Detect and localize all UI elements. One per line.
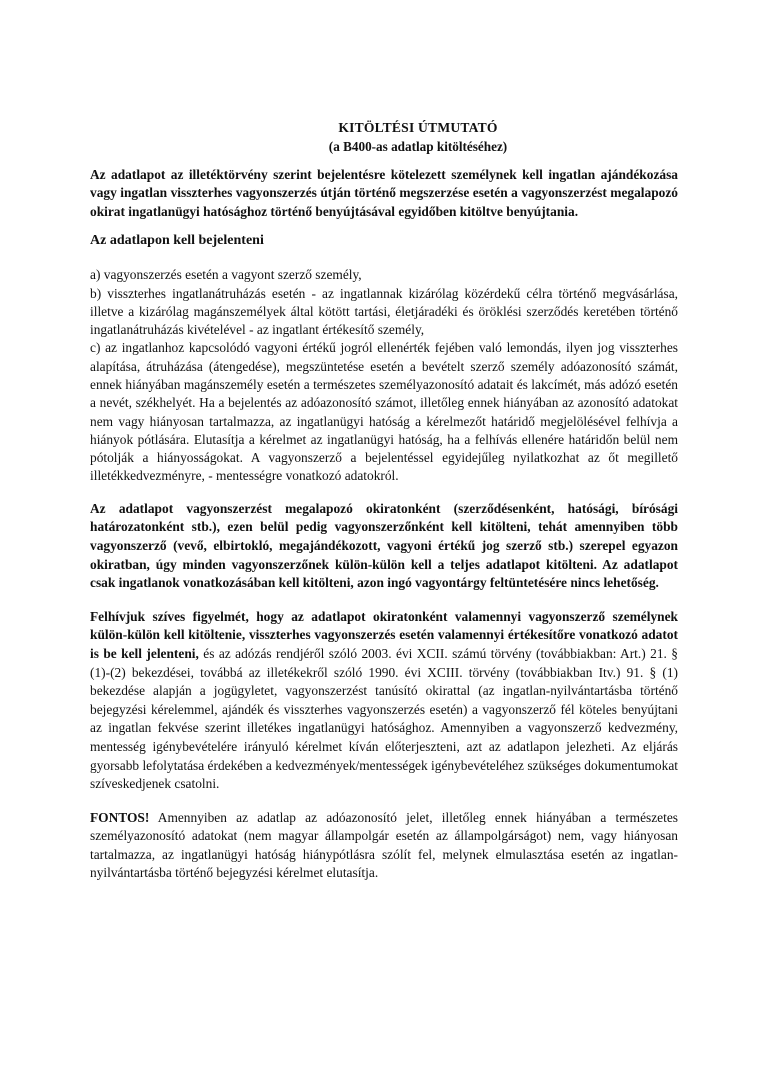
paragraph-notice [90,608,678,794]
title-block [158,118,678,156]
document-page [90,118,678,898]
section-heading: Az adatlapon kell bejelenteni [90,233,264,249]
reporting-list [90,266,678,486]
list-item-b: b) visszterhes ingatlanátruházás esetén - az ingatlannak kizárólag közérdekű célra történő megvásárlása, illetve a kizárólag magánszemélyek által kötött tartási, életjáradéki és öröklési szerződés keretében történő ingatlanátruházás kivételével - az ingatlant értékesítő személy, [90,285,678,338]
notice-bold-text: Felhívjuk szíves figyelmét, hogy az adatlapot okiratonként valamennyi vagyonszerző személynek külön-külön kell kitöltenie, visszterhes vagyonszerzés esetén valamennyi értékesítőre vonatkozó adatot is be kell jelenteni, [90,608,678,661]
list-item-c: c) az ingatlanhoz kapcsolódó vagyoni értékű jogról ellenérték fejében való lemondás, ilyen jog visszterhes alapítása, átruházása (átengedése), megszüntetése esetén a bevételt szerző személy adóazonosító számát, ennek hiányában magánszemély esetén a természetes személyazonosító adatait és lakcímét, más adózó esetén a nevét, székhelyét. Ha a bejelentés az adóazonosító számot, illetőleg ennek hiányában az azonosító adatokat nem vagy hiányosan tartalmazza, az ingatlanügyi hatóság a kérelmezőt határidő megjelölésével felhívja a hiányok pótlására. Elutasítja a kérelmet az ingatlanügyi hatóság, ha a felhívás ellenére határidőn belül nem pótolják a hiányosságokat. A vagyonszerző a bejelentéssel egyidejűleg nyilatkozhat az őt megillető illetékkedvezményre, - mentességre vonatkozó adatokról. [90,340,678,484]
notice-regular-text: és az adózás rendjéről szóló 2003. évi XCII. számú törvény (továbbiakban: Art.) 21. § (1)-(2) bekezdései, továbbá az illetékekről szóló 1990. évi XCIII. törvény (továbbiakban Itv.) 91. § (1) bekezdése alapján a jogügyletet, vagyonszerzést tanúsító okirattal (az ingatlan-nyilvántartásba történő bejegyzési kérelemmel, ajándék és visszterhes vagyonszerzés esetén) a vagyonszerző fél köteles benyújtani az ingatlan fekvése szerint illetékes ingatlanügyi hatósághoz. Amennyiben a vagyonszerző kedvezmény, mentesség igénybevételére irányuló kérelmet kíván előterjeszteni, azt az adatlapon jelezheti. Az eljárás gyorsabb lefolytatása érdekében a kedvezmények/mentességek igénybevételéhez szükséges dokumentumokat szíveskedjenek csatolni. [90,645,678,792]
document-subtitle: (a B400-as adatlap kitöltéséhez) [328,139,508,154]
list-item-a: a) vagyonszerzés esetén a vagyont szerző személy, [90,267,362,283]
intro-paragraph: Az adatlapot az illetéktörvény szerint bejelentésre kötelezett személynek kell ingatlan ajándékozása vagy ingatlan visszterhes vagyonszerzés útján történő megszerzése esetén a vagyonszerzést megalapozó okirat ingatlanügyi hatósághoz történő benyújtásával egyidőben kitöltve benyújtania. [90,167,678,219]
paragraph-per-document: Az adatlapot vagyonszerzést megalapozó okiratonként (szerződésenként, hatósági, bírósági határozatonként stb.), ezen belül pedig vagyonszerzőnként kell kitölteni, tehát amennyiben több vagyonszerző (vevő, elbirtokló, megajándékozott, vagyoni értékű jog szerző stb.) szerepel egyazon okiratban, úgy minden vagyonszerzőnek külön-külön kell a teljes adatlapot kitölteni. Az adatlapot csak ingatlanok vonatkozásában kell kitölteni, azon ingó vagyontárgy feltüntetésére nincs lehetőség. [90,500,678,591]
paragraph-important [90,809,678,883]
important-text: Amennyiben az adatlap az adóazonosító jelet, illetőleg ennek hiányában a természetes személyazonosító adatokat (nem magyar állampolgár esetén az állampolgárságot) nem, vagy hiányosan tartalmazza, az ingatlanügyi hatóság hiánypótlásra szólít fel, melynek elmulasztása esetén az ingatlan-nyilvántartásba történő bejegyzési kérelmet elutasítja. [90,809,678,881]
document-title: KITÖLTÉSI ÚTMUTATÓ [338,120,498,135]
important-label: FONTOS! [90,809,150,825]
